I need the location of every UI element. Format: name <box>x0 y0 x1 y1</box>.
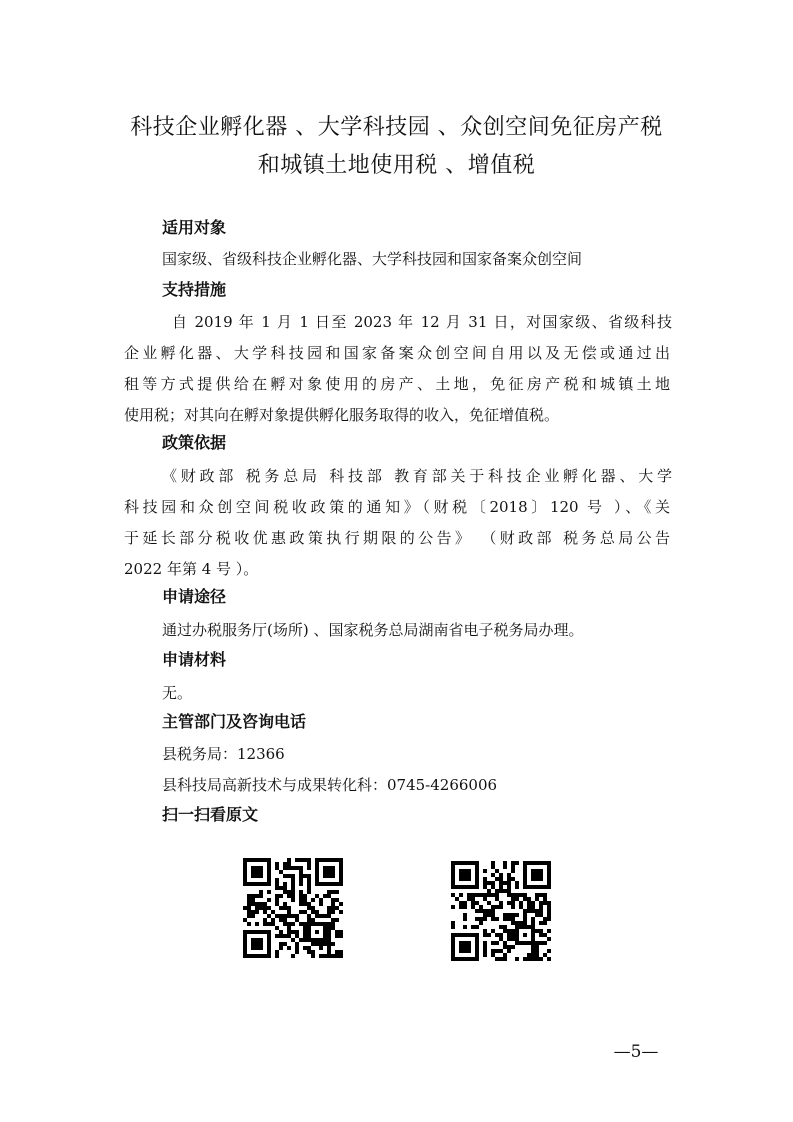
qr-code-right[interactable] <box>451 861 551 961</box>
page-title-line2: 和城镇土地使用税 、增值税 <box>257 153 536 178</box>
measures-text-line: 租等方式提供给在孵对象使用的房产、土地，免征房产税和城镇土地 <box>124 375 670 393</box>
page-title-line1: 科技企业孵化器 、大学科技园 、众创空间免征房产税 <box>130 115 663 140</box>
materials-text: 无。 <box>162 684 193 702</box>
section-heading-measures: 支持措施 <box>162 280 227 299</box>
section-heading-channel: 申请途径 <box>162 587 227 606</box>
section-heading-basis: 政策依据 <box>162 433 227 452</box>
section-heading-contact: 主管部门及咨询电话 <box>162 712 307 731</box>
basis-text-line: 2022 年第 4 号 ）。 <box>124 560 259 578</box>
contact-tech-bureau: 县科技局高新技术与成果转化科：0745-4266006 <box>162 776 498 794</box>
channel-text: 通过办税服务厅(场所) 、国家税务总局湖南省电子税务局办理。 <box>162 621 584 639</box>
section-heading-target: 适用对象 <box>162 218 227 237</box>
measures-text-line: 使用税；对其向在孵对象提供孵化服务取得的收入，免征增值税。 <box>124 406 560 424</box>
contact-tax-bureau: 县税务局：12366 <box>162 745 285 763</box>
measures-text-line: 自 2019 年 1 月 1 日至 2023 年 12 月 31 日，对国家级、省级科技 <box>172 313 672 331</box>
page-number: —5— <box>613 1042 659 1062</box>
section-heading-materials: 申请材料 <box>162 650 227 669</box>
qr-code-left-graphic <box>243 858 343 958</box>
section-heading-scan: 扫一扫看原文 <box>162 805 259 824</box>
basis-text-line: 《财政部 税务总局 科技部 教育部关于科技企业孵化器、大学 <box>162 467 672 485</box>
basis-text-line: 科技园和众创空间税收政策的通知》（财税〔2018〕120 号 ）、《关 <box>124 498 670 516</box>
basis-text-line: 于延长部分税收优惠政策执行期限的公告》 （财政部 税务总局公告 <box>124 529 670 547</box>
qr-code-left[interactable] <box>243 858 343 958</box>
measures-text-line: 企业孵化器、大学科技园和国家备案众创空间自用以及无偿或通过出 <box>124 344 670 362</box>
qr-code-right-graphic <box>451 861 551 961</box>
target-text: 国家级、省级科技企业孵化器、大学科技园和国家备案众创空间 <box>162 250 583 268</box>
